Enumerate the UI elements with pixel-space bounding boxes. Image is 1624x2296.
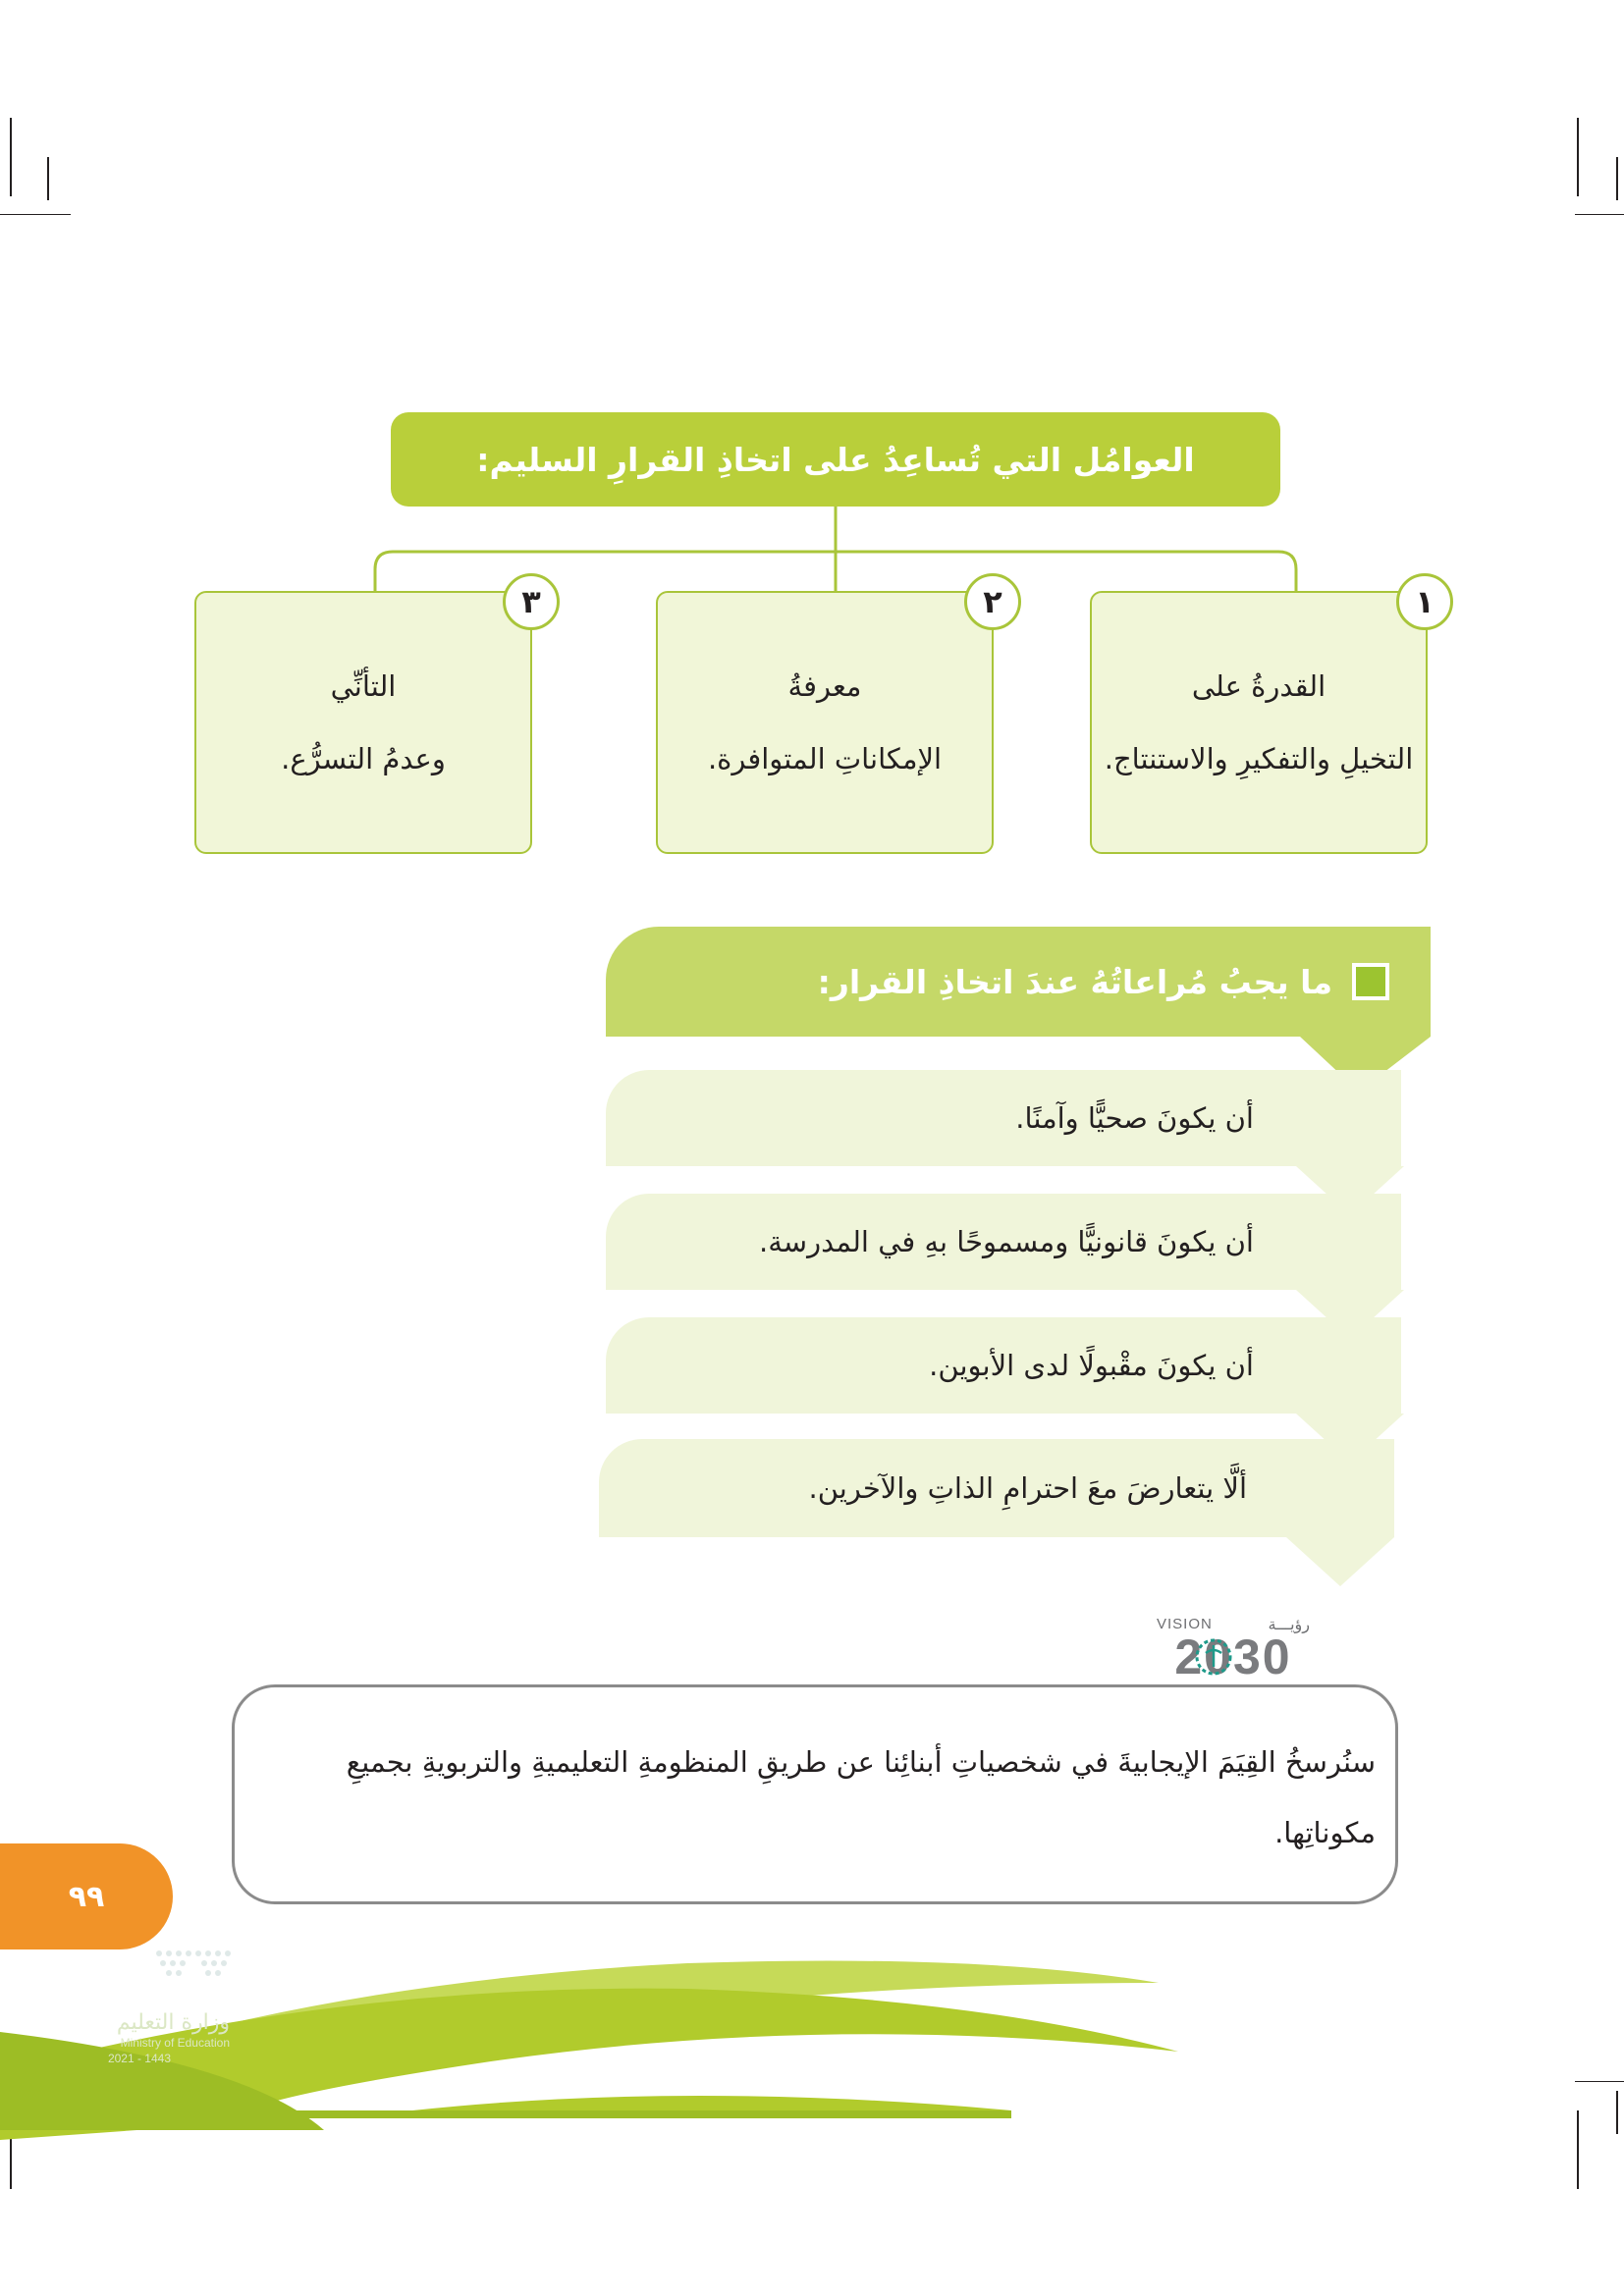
factor-3-line2: وعدمُ التسرُّع.: [281, 742, 446, 775]
consideration-1-text: أن يكونَ صحيًّا وآمنًا.: [1015, 1101, 1254, 1135]
factor-2-number-badge: ٢: [964, 573, 1021, 630]
factor-box-3: [194, 591, 532, 854]
considerations-title-banner: [606, 927, 1431, 1037]
consideration-4-arrow: [1286, 1537, 1394, 1588]
factor-1-line2: التخيلِ والتفكيرِ والاستنتاج.: [1104, 742, 1414, 775]
consideration-item-1: [606, 1070, 1401, 1166]
factor-3-number-badge: ٣: [503, 573, 560, 630]
consideration-item-4: [599, 1439, 1394, 1537]
vision-statement-text: سنُرسخُ القِيَمَ الإيجابيةَ في شخصياتِ أبنائِنا عن طريقِ المنظومةِ التعليميةِ والتربويةِ بجميعِ مكوناتِها.: [346, 1745, 1376, 1849]
vision-year: 2030: [1174, 1629, 1292, 1684]
factor-3-line1: التأنِّي: [330, 669, 397, 703]
ministry-logo: [82, 1946, 240, 2073]
footer-wave-decoration: [0, 1944, 1624, 2140]
factor-1-number-badge: ١: [1396, 573, 1453, 630]
considerations-title: ما يجبُ مُراعاتُهُ عندَ اتخاذِ القرار:: [817, 962, 1332, 1001]
consideration-2-text: أن يكونَ قانونيًّا ومسموحًا بهِ في المدرسة.: [759, 1225, 1254, 1258]
ministry-name-en: Ministry of Education: [120, 2036, 230, 2050]
vision-word-en: VISION: [1157, 1615, 1213, 1632]
page-number: ٩٩: [68, 1879, 105, 1914]
factors-title: العوامُل التي تُساعِدُ على اتخاذِ القرارِ السليم:: [476, 440, 1195, 479]
dotted-book-icon: [149, 1946, 238, 1985]
ministry-name-ar: وزارة التعليم: [116, 2010, 230, 2035]
consideration-3-text: أن يكونَ مقْبولًا لدى الأبوين.: [929, 1349, 1254, 1382]
checkbox-square-icon: [1352, 963, 1389, 1000]
factor-2-line1: معرفةُ: [787, 669, 862, 703]
factors-title-banner: [391, 412, 1280, 507]
consideration-item-2: [606, 1194, 1401, 1290]
vision-statement-box: [232, 1684, 1398, 1904]
factor-2-line2: الإمكاناتِ المتوافرة.: [707, 742, 943, 775]
vision-word-ar: رؤيـــة: [1268, 1614, 1310, 1633]
factor-1-line1: القدرةُ على: [1191, 669, 1326, 703]
factor-box-2: [656, 591, 994, 854]
consideration-item-3: [606, 1317, 1401, 1414]
consideration-4-text: ألَّا يتعارضَ معَ احترامِ الذاتِ والآخرين.: [808, 1471, 1247, 1505]
factor-box-1: [1090, 591, 1428, 854]
page-number-tab: [0, 1843, 173, 1949]
palm-emblem-icon: [1194, 1635, 1233, 1679]
edition-year: 2021 - 1443: [107, 2052, 171, 2065]
